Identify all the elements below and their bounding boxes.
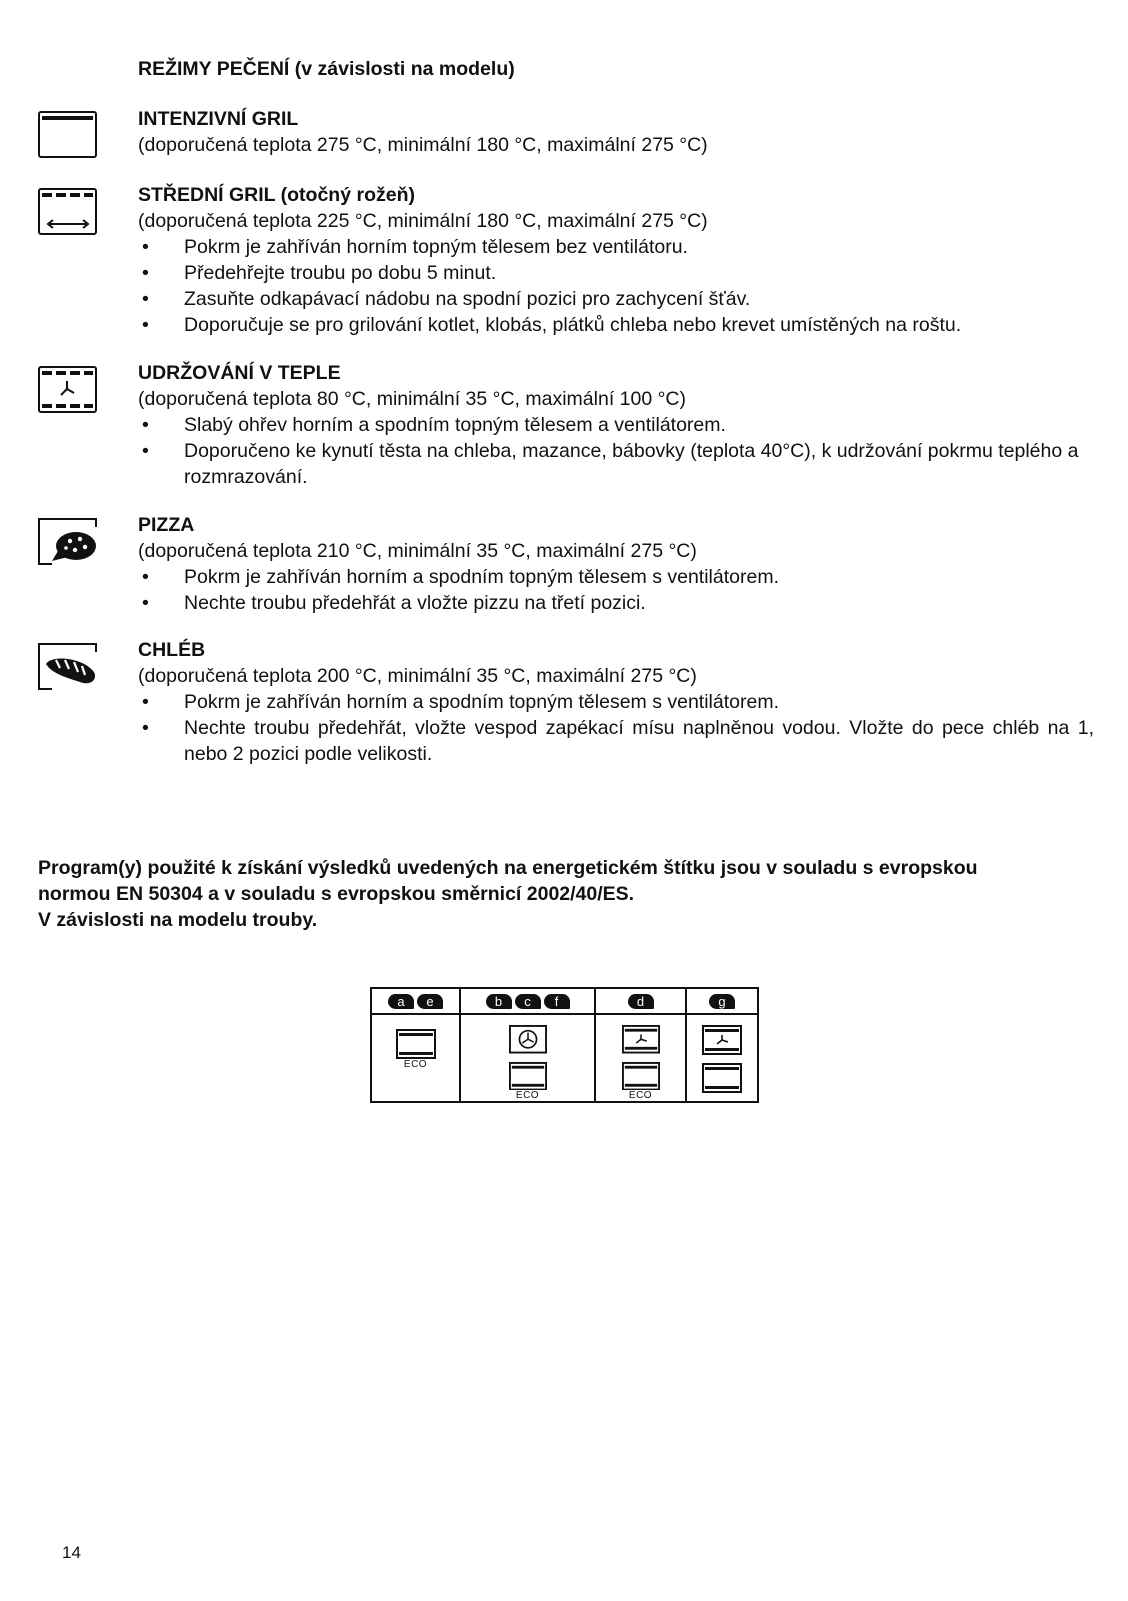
bullet: •: [142, 236, 149, 258]
list-item-text: Nechte troubu předehřát, vložte vespod zapékací mísu naplněnou vodou. Vložte do pece chléb na 1, nebo 2 pozici podle velikosti.: [184, 717, 1094, 765]
list-item: [138, 260, 1094, 286]
model-labels: [596, 989, 685, 1015]
model-labels: [461, 989, 594, 1015]
program-icons: [372, 1015, 459, 1101]
list-item-text: Zasuňte odkapávací nádobu na spodní pozici pro zachycení šťáv.: [184, 288, 751, 310]
oven-fan-icon: [621, 1025, 661, 1054]
program-column-d: [595, 988, 686, 1102]
bullet: •: [142, 288, 149, 310]
oven-fan-icon: [702, 1025, 742, 1055]
top-grill-icon: [38, 110, 98, 160]
keep-warm-icon: [38, 365, 98, 415]
program-icons: [461, 1015, 594, 1101]
list-item: [138, 312, 1094, 338]
bullet: •: [142, 440, 149, 462]
mode-temps: (doporučená teplota 210 °C, minimální 35 °C, maximální 275 °C): [138, 540, 697, 562]
oven-eco-icon: [621, 1062, 661, 1091]
page-title: REŽIMY PEČENÍ (v závislosti na modelu): [138, 58, 515, 80]
program-column-g: [686, 988, 758, 1102]
energy-note-line: normou EN 50304 a v souladu s evropskou směrnicí 2002/40/ES.: [38, 883, 635, 905]
mode-bread: [138, 637, 1094, 767]
model-label: e: [417, 994, 443, 1009]
oven-eco-icon: [508, 1062, 548, 1091]
page-number: 14: [62, 1543, 81, 1562]
model-label: b: [486, 994, 512, 1009]
mode-temps: (doporučená teplota 275 °C, minimální 180 °C, maximální 275 °C): [138, 134, 708, 156]
mode-pizza: [138, 512, 1094, 616]
list-item: [138, 689, 1094, 715]
fan-circle-icon: [508, 1025, 548, 1054]
list-item: [138, 412, 1094, 438]
list-item-text: Pokrm je zahříván horním a spodním topným tělesem s ventilátorem.: [184, 691, 779, 713]
mode-temps: (doporučená teplota 225 °C, minimální 180 °C, maximální 275 °C): [138, 210, 708, 232]
model-labels: [372, 989, 459, 1015]
model-label: f: [544, 994, 570, 1009]
model-label: d: [628, 994, 654, 1009]
bullet: •: [142, 414, 149, 436]
bullet: •: [142, 262, 149, 284]
oven-eco-icon: [396, 1029, 436, 1059]
mode-name: PIZZA: [138, 514, 195, 536]
bullet: •: [142, 592, 149, 614]
list-item-text: Pokrm je zahříván horním topným tělesem bez ventilátoru.: [184, 236, 688, 258]
oven-plain-icon: [702, 1063, 742, 1093]
list-item-text: Nechte troubu předehřát a vložte pizzu na třetí pozici.: [184, 592, 646, 614]
bullet: •: [142, 691, 149, 713]
mode-name: CHLÉB: [138, 639, 206, 661]
list-item: [138, 286, 1094, 312]
model-label: g: [709, 994, 735, 1009]
program-column-bcf: [460, 988, 595, 1102]
program-icons: [687, 1015, 757, 1101]
bread-icon: [38, 642, 98, 692]
mode-temps: (doporučená teplota 200 °C, minimální 35 °C, maximální 275 °C): [138, 665, 697, 687]
mode-name: INTENZIVNÍ GRIL: [138, 108, 299, 130]
list-item-text: Doporučuje se pro grilování kotlet, klobás, plátků chleba nebo krevet umístěných na roštu.: [184, 314, 962, 336]
model-label: a: [388, 994, 414, 1009]
model-label: c: [515, 994, 541, 1009]
list-item: [138, 438, 1094, 490]
list-item-text: Slabý ohřev horním a spodním topným tělesem a ventilátorem.: [184, 414, 726, 436]
bullet: •: [142, 566, 149, 588]
mode-name: STŘEDNÍ GRIL (otočný rožeň): [138, 184, 415, 206]
list-item: [138, 590, 1094, 616]
energy-note: [38, 855, 1098, 933]
mode-name: UDRŽOVÁNÍ V TEPLE: [138, 362, 341, 384]
program-column-ae: [371, 988, 460, 1102]
list-item: [138, 234, 1094, 260]
list-item-text: Předehřejte troubu po dobu 5 minut.: [184, 262, 497, 284]
energy-note-line: Program(y) použité k získání výsledků uvedených na energetickém štítku jsou v souladu s evropskou: [38, 857, 978, 879]
mode-intensive-grill: [138, 106, 1094, 158]
model-labels: [687, 989, 757, 1015]
mode-medium-grill: [138, 182, 1094, 338]
medium-grill-rotisserie-icon: [38, 187, 98, 237]
mode-temps: (doporučená teplota 80 °C, minimální 35 °C, maximální 100 °C): [138, 388, 686, 410]
eco-label: ECO: [403, 1059, 428, 1070]
eco-label: ECO: [628, 1090, 653, 1101]
list-item: [138, 564, 1094, 590]
eco-label: ECO: [515, 1090, 540, 1101]
program-table: [370, 987, 759, 1103]
pizza-icon: [38, 517, 98, 567]
bullet: •: [142, 717, 149, 739]
program-icons: [596, 1015, 685, 1101]
mode-keep-warm: [138, 360, 1094, 490]
energy-note-line: V závislosti na modelu trouby.: [38, 909, 318, 931]
list-item: [138, 715, 1094, 767]
list-item-text: Doporučeno ke kynutí těsta na chleba, mazance, bábovky (teplota 40°C), k udržování pokrmu teplého a rozmrazování.: [184, 440, 1079, 488]
bullet: •: [142, 314, 149, 336]
list-item-text: Pokrm je zahříván horním a spodním topným tělesem s ventilátorem.: [184, 566, 779, 588]
